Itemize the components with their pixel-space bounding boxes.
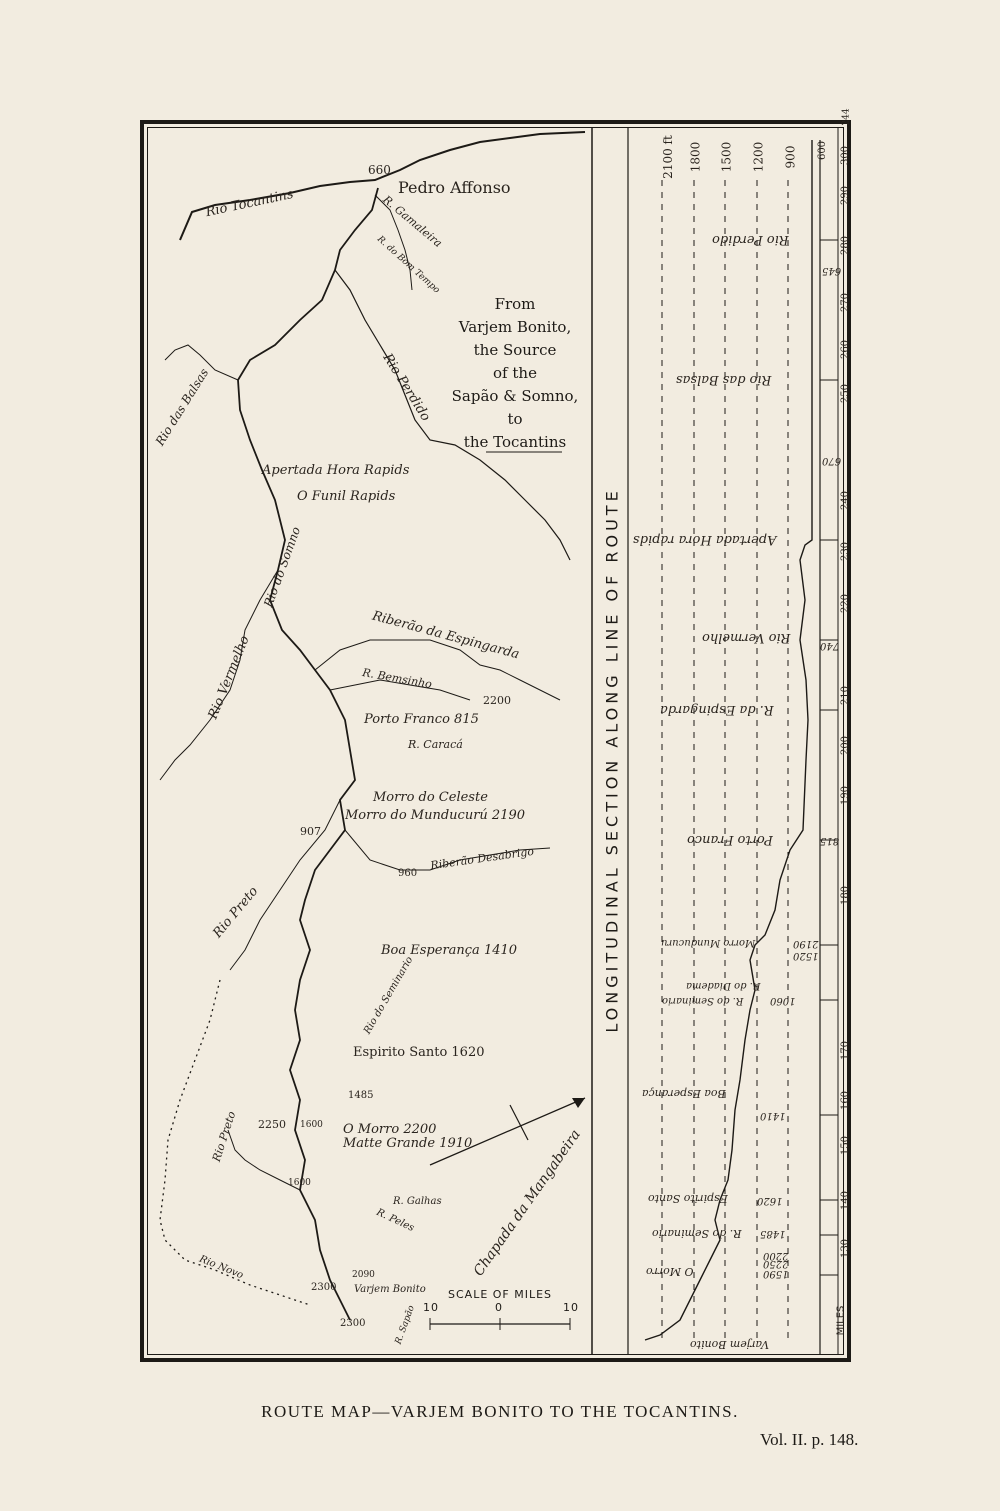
label-2250: 2250 [258,1118,286,1131]
sec-porto-franco: Porto Franco [687,832,773,847]
sec-varjem-bonito: Varjem Bonito [690,1338,769,1351]
label-r-sapao: R. Sapão [393,1304,417,1346]
scale-title: SCALE OF MILES [448,1288,553,1301]
label-r-galhas: R. Galhas [393,1196,442,1207]
label-rio-novo: Rio Novo [197,1253,245,1282]
from-line: Sapão & Somno, [451,387,579,405]
sec-val-670: 670 [822,455,842,466]
elev-2100: 2100 ft [660,135,675,179]
mile-180: 180 [840,885,852,906]
label-rio-perdido: Rio Perdido [379,351,433,424]
sec-morro-munducuru: Morro Munducuru [661,937,756,948]
mile-190: 190 [840,785,852,806]
label-apertada-hora: Apertada Hora Rapids [262,463,410,478]
mile-130: 130 [840,1238,852,1259]
section-profile-line [645,140,812,1340]
label-morro-munducuru: Morro do Munducurú 2190 [345,808,526,823]
mile-220: 220 [840,593,852,614]
label-960: 960 [398,868,418,879]
sec-val-1520: 1520 [793,950,819,961]
label-morro-celeste: Morro do Celeste [373,790,488,805]
from-line: the Source [473,341,557,359]
sec-rio-das-balsas: Rio das Balsas [676,372,772,387]
label-rio-do-somno: Rio do Somno [261,524,304,610]
sec-val-2200: 2200 [763,1250,789,1261]
from-line: the Tocantins [463,433,567,451]
miles-word: MILES [835,1305,847,1336]
label-rio-tocantins: Rio Tocantins [204,186,295,221]
label-r-bom-tempo: R. do Bom Tempo [374,234,442,296]
label-2200-a: 2200 [483,694,511,707]
label-r-gamaleira: R. Gamaleira [380,193,445,250]
mile-250: 250 [840,383,852,404]
from-line: of the [493,364,537,382]
elev-1800: 1800 [688,141,703,173]
sec-val-1485: 1485 [760,1228,786,1239]
sec-val-1620: 1620 [757,1195,783,1206]
label-r-caraca: R. Caracá [408,738,463,751]
label-boa-esperanca: Boa Esperança 1410 [381,943,518,958]
sec-r-diadema: R. do Diadema [686,980,761,991]
route-dotted-line [160,980,310,1305]
sec-espirito-santo: Espirito Santo [648,1192,728,1205]
sec-val-645: 645 [822,265,842,276]
sec-val-815: 815 [820,835,840,846]
sec-o-morro: O Morro [646,1265,694,1278]
sec-val-1590: 1590 [763,1268,789,1279]
label-o-morro: O Morro 2200 [343,1122,437,1137]
from-line: to [507,410,523,428]
from-line: From [494,295,536,313]
label-907: 907 [300,825,321,838]
scale-10-right: 10 [563,1301,579,1314]
mile-300: 300 [840,145,852,166]
mile-140: 140 [840,1190,852,1211]
from-line: Varjem Bonito, [458,318,572,336]
elev-600: 600 [817,140,829,161]
mile-260: 260 [840,339,852,360]
label-r-peles: R. Peles [374,1206,416,1235]
map-caption: ROUTE MAP—VARJEM BONITO TO THE TOCANTINS. [261,1402,739,1421]
label-2300-a: 2300 [311,1282,337,1293]
mile-210: 210 [840,685,852,706]
label-rio-preto-lower: Rio Preto [209,1109,239,1164]
label-r-bemsinho: R. Bemsinho [361,665,433,692]
sec-boa-esperanca: Boa Esperança [642,1087,726,1100]
label-espirito-santo: Espirito Santo 1620 [353,1045,485,1060]
scale-0: 0 [495,1301,503,1314]
label-rio-das-balsas: Rio das Balsas [152,365,212,449]
mile-160: 160 [840,1090,852,1111]
label-porto-franco: Porto Franco 815 [364,712,479,727]
mile-270: 270 [840,292,852,313]
elev-1200: 1200 [751,141,766,173]
label-2300-b: 2300 [340,1318,366,1329]
rio-vermelho-line [160,570,278,780]
sec-val-740: 740 [820,640,840,651]
elev-900: 900 [783,145,798,169]
sec-apertada-hora: Apertada Hora rapids [633,532,777,547]
label-rio-vermelho: Rio Vermelho [205,633,253,722]
sec-val-2190: 2190 [793,938,819,949]
sec-val-2250: 2250 [763,1258,789,1269]
label-rio-preto-upper: Rio Preto [210,884,262,941]
label-2090: 2090 [352,1270,375,1280]
label-1485: 1485 [348,1090,374,1101]
scale-10-left: 10 [423,1301,439,1314]
ribeirao-espingarda-line [315,640,560,700]
from-title-block [445,293,585,454]
elev-1500: 1500 [719,141,734,173]
label-1600-b: 1600 [288,1178,311,1188]
mile-230: 230 [840,541,852,562]
section-title-text: LONGITUDINAL SECTION ALONG LINE OF ROUTE [602,487,622,1033]
label-chapada: Chapada da Mangabeira [470,1126,584,1280]
label-varjem-bonito: Varjem Bonito [354,1284,426,1295]
mile-280: 280 [840,235,852,256]
sec-r-seminario: R. do Seminario [662,995,744,1006]
sec-rio-perdido: Rio Perdido [712,232,789,247]
mile-200: 200 [840,735,852,756]
label-ribeirao-desabrigo: Riberão Desabrigo [429,844,535,873]
rio-tocantins-line [180,132,585,240]
label-matte-grande: Matte Grande 1910 [343,1136,473,1151]
mile-290: 290 [840,185,852,206]
label-pedro-affonso: Pedro Affonso [398,178,511,197]
mile-170: 170 [840,1040,852,1061]
label-ribeirao-espingarda: Riberão da Espingarda [370,608,521,663]
volume-reference: Vol. II. p. 148. [760,1430,859,1449]
sec-val-1060: 1060 [770,995,796,1006]
sec-rio-vermelho: Rio Vermelho [702,630,791,645]
rio-preto-upper-line [230,800,340,970]
label-rio-do-seminario: Rio do Seminario [362,954,416,1037]
sec-r-seminario-2: R. do Seminario [652,1227,742,1240]
label-1600-a: 1600 [300,1120,323,1130]
mile-top: 244 [841,108,852,126]
mile-150: 150 [840,1135,852,1156]
sec-val-1410: 1410 [760,1110,786,1121]
mile-240: 240 [840,490,852,511]
label-o-funil: O Funil Rapids [297,489,396,504]
sec-r-espingarda: R. da Espingarda [660,702,774,717]
label-660: 660 [368,163,391,177]
